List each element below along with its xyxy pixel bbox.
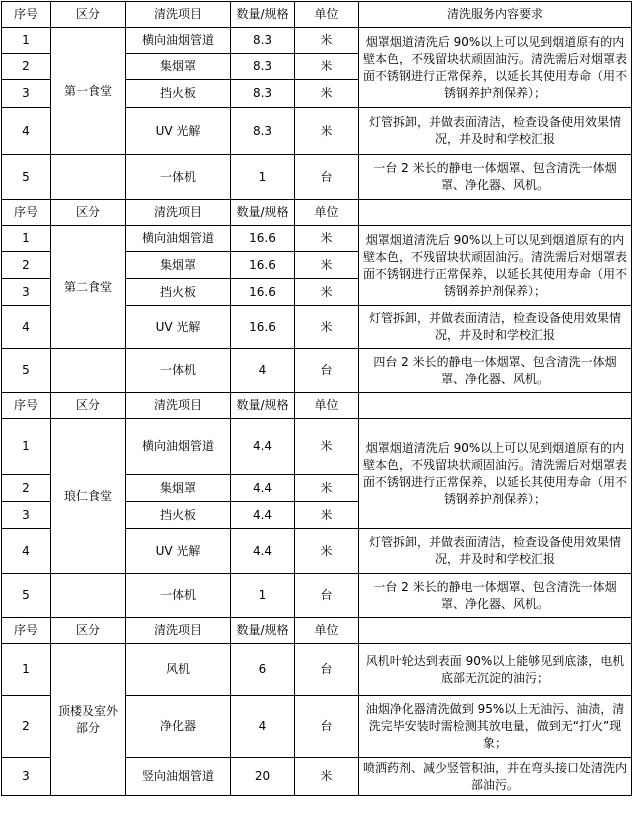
header-unit: 单位 [295,393,359,419]
header-item: 清洗项目 [126,200,231,226]
row-no: 2 [2,252,51,279]
row-qty: 8.3 [231,54,295,80]
header-requirement: 清洗服务内容要求 [359,2,632,28]
row-unit: 台 [295,574,359,618]
row-unit: 米 [295,252,359,279]
header-item: 清洗项目 [126,618,231,644]
row-unit: 米 [295,475,359,502]
row-no: 5 [2,574,51,618]
row-unit: 米 [295,502,359,529]
header-unit: 单位 [295,2,359,28]
table-row [2,226,632,252]
row-no: 1 [2,644,51,696]
row-item: 挡火板 [126,502,231,529]
row-unit: 米 [295,529,359,574]
row-item: 净化器 [126,696,231,758]
row-item: 集烟罩 [126,252,231,279]
row-requirement: 烟罩烟道清洗后 90%以上可以见到烟道原有的内壁本色，不残留块状顽固油污。清洗需后对烟罩表面不锈钢进行正常保养，以延长其使用寿命（用不锈钢养护剂保养）； [359,28,632,108]
row-unit: 米 [295,226,359,252]
table-row [2,574,632,618]
row-item: 风机 [126,644,231,696]
row-item: 一体机 [126,574,231,618]
row-qty: 4.4 [231,475,295,502]
row-qty: 6 [231,644,295,696]
header-area: 区分 [51,393,126,419]
row-qty: 4 [231,696,295,758]
row-item: 横向油烟管道 [126,419,231,475]
row-qty: 8.3 [231,28,295,54]
row-requirement: 灯管拆卸，并做表面清洁，检查设备使用效果情况，并及时和学校汇报 [359,108,632,155]
row-item: UV 光解 [126,306,231,349]
row-unit: 米 [295,54,359,80]
header-unit: 单位 [295,618,359,644]
header-area: 区分 [51,2,126,28]
row-qty: 4 [231,349,295,393]
header-qty: 数量/规格 [231,200,295,226]
area-name: 第一食堂 [51,28,126,155]
row-item: 一体机 [126,349,231,393]
row-unit: 米 [295,80,359,108]
header-unit: 单位 [295,200,359,226]
header-no: 序号 [2,618,51,644]
row-no: 4 [2,529,51,574]
row-unit: 台 [295,155,359,200]
row-qty: 16.6 [231,279,295,306]
row-qty: 4.4 [231,419,295,475]
row-no: 3 [2,80,51,108]
row-no: 4 [2,108,51,155]
row-requirement: 风机叶轮达到表面 90%以上能够见到底漆，电机底部无沉淀的油污； [359,644,632,696]
row-qty: 4.4 [231,502,295,529]
row-no: 1 [2,28,51,54]
row-no: 2 [2,475,51,502]
table-row [2,28,632,54]
header-area: 区分 [51,200,126,226]
row-qty: 16.6 [231,306,295,349]
row-no: 3 [2,758,51,796]
row-qty: 8.3 [231,108,295,155]
header-qty: 数量/规格 [231,393,295,419]
row-no: 2 [2,696,51,758]
header-no: 序号 [2,2,51,28]
row-unit: 米 [295,28,359,54]
cleaning-service-table [1,1,632,796]
header-qty: 数量/规格 [231,618,295,644]
row-item: 集烟罩 [126,54,231,80]
row-item: UV 光解 [126,108,231,155]
row-qty: 4.4 [231,529,295,574]
table-row [2,419,632,475]
row-item: 集烟罩 [126,475,231,502]
row-item: 一体机 [126,155,231,200]
row-qty: 8.3 [231,80,295,108]
row-qty: 16.6 [231,252,295,279]
header-row [2,2,632,28]
header-row [2,618,632,644]
row-unit: 台 [295,644,359,696]
row-item: 横向油烟管道 [126,226,231,252]
header-no: 序号 [2,393,51,419]
row-no: 5 [2,155,51,200]
row-unit: 米 [295,758,359,796]
row-requirement: 一台 2 米长的静电一体烟罩、包含清洗一体烟罩、净化器、风机。 [359,155,632,200]
header-row [2,200,632,226]
area-name: 顶楼及室外部分 [51,644,126,796]
row-requirement: 油烟净化器清洗做到 95%以上无油污、油渍，清洗完毕安装时需检测其放电量，做到无“打火”现象； [359,696,632,758]
row-qty: 20 [231,758,295,796]
row-no: 1 [2,226,51,252]
area-name: 琅仁食堂 [51,419,126,574]
row-unit: 米 [295,108,359,155]
row-requirement: 一台 2 米长的静电一体烟罩、包含清洗一体烟罩、净化器、风机。 [359,574,632,618]
row-item: 横向油烟管道 [126,28,231,54]
table-row [2,349,632,393]
row-item: 挡火板 [126,279,231,306]
row-requirement: 四台 2 米长的静电一体烟罩、包含清洗一体烟罩、净化器、风机。 [359,349,632,393]
row-requirement: 灯管拆卸，并做表面清洁，检查设备使用效果情况，并及时和学校汇报 [359,306,632,349]
row-item: 竖向油烟管道 [126,758,231,796]
row-no: 5 [2,349,51,393]
row-no: 1 [2,419,51,475]
table-row [2,644,632,696]
row-qty: 1 [231,574,295,618]
row-requirement: 烟罩烟道清洗后 90%以上可以见到烟道原有的内壁本色，不残留块状顽固油污。清洗需后对烟罩表面不锈钢进行正常保养，以延长其使用寿命（用不锈钢养护剂保养）； [359,419,632,529]
header-area: 区分 [51,618,126,644]
row-no: 3 [2,279,51,306]
row-no: 2 [2,54,51,80]
row-item: UV 光解 [126,529,231,574]
row-qty: 16.6 [231,226,295,252]
row-item: 挡火板 [126,80,231,108]
row-unit: 台 [295,696,359,758]
header-item: 清洗项目 [126,393,231,419]
row-qty: 1 [231,155,295,200]
header-row [2,393,632,419]
header-qty: 数量/规格 [231,2,295,28]
row-unit: 米 [295,279,359,306]
row-requirement: 喷洒药剂、减少竖管积油，并在弯头接口处清洗内部油污。 [359,758,632,796]
header-item: 清洗项目 [126,2,231,28]
row-requirement: 灯管拆卸，并做表面清洁，检查设备使用效果情况，并及时和学校汇报 [359,529,632,574]
row-unit: 台 [295,349,359,393]
row-no: 3 [2,502,51,529]
area-name: 第二食堂 [51,226,126,349]
row-requirement: 烟罩烟道清洗后 90%以上可以见到烟道原有的内壁本色，不残留块状顽固油污。清洗需后对烟罩表面不锈钢进行正常保养，以延长其使用寿命（用不锈钢养护剂保养）； [359,226,632,306]
row-no: 4 [2,306,51,349]
header-no: 序号 [2,200,51,226]
row-unit: 米 [295,419,359,475]
table-row [2,155,632,200]
row-unit: 米 [295,306,359,349]
